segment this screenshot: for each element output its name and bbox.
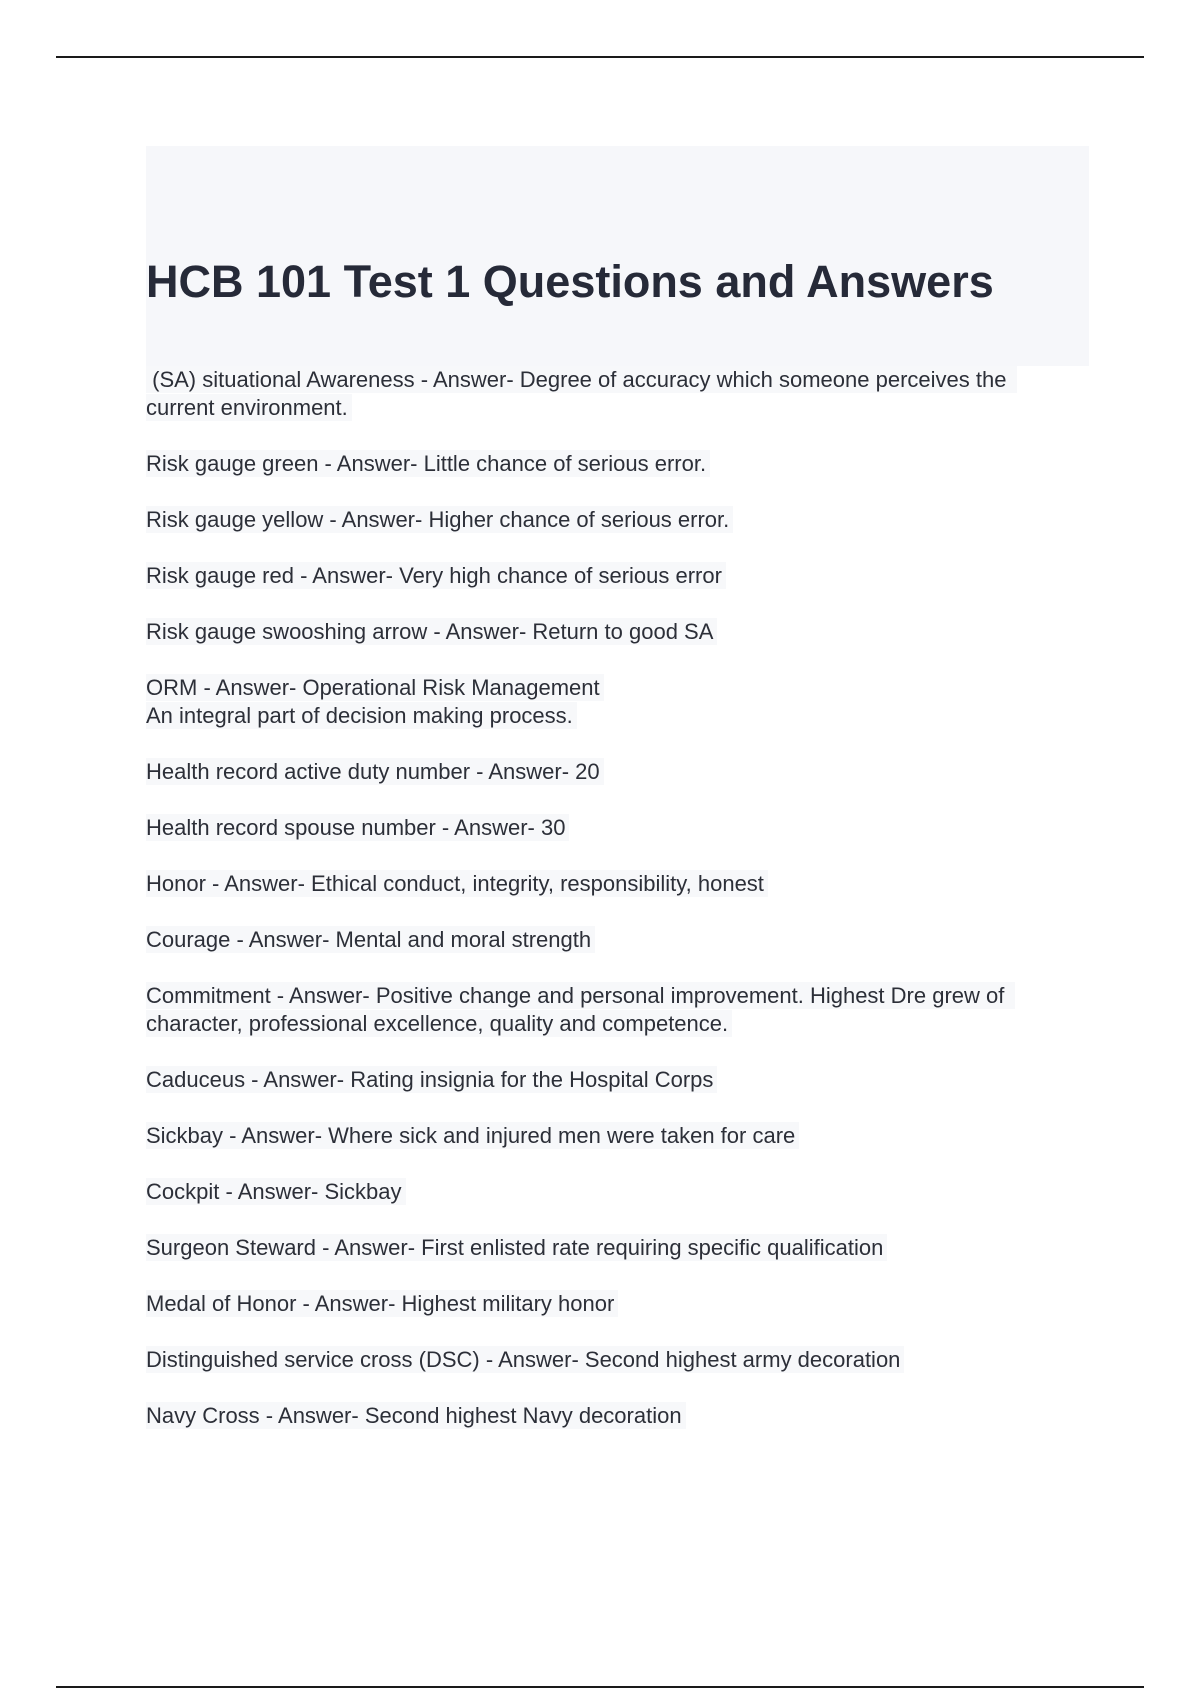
- qa-item-navy-cross: [146, 1402, 1076, 1430]
- qa-item-surgeon-steward: [146, 1234, 1076, 1262]
- qa-item-risk-gauge-red: [146, 562, 1076, 590]
- footer-rule: [56, 1686, 1144, 1688]
- qa-text: Health record active duty number - Answer- 20: [146, 758, 604, 785]
- qa-text: Surgeon Steward - Answer- First enlisted rate requiring specific qualification: [146, 1234, 887, 1261]
- qa-item-health-record-active-duty: [146, 758, 1076, 786]
- qa-text: Risk gauge swooshing arrow - Answer- Return to good SA: [146, 618, 717, 645]
- qa-text: Sickbay - Answer- Where sick and injured men were taken for care: [146, 1122, 799, 1149]
- qa-item-honor: [146, 870, 1076, 898]
- qa-text: ORM - Answer- Operational Risk Management: [146, 674, 604, 701]
- title-block: [146, 146, 1089, 366]
- qa-text: Health record spouse number - Answer- 30: [146, 814, 569, 841]
- qa-text: Distinguished service cross (DSC) - Answer- Second highest army decoration: [146, 1346, 904, 1373]
- qa-item-health-record-spouse: [146, 814, 1076, 842]
- qa-text: Commitment - Answer- Positive change and personal improvement. Highest Dre grew of character, professional excellence, quality and competence.: [146, 982, 1015, 1037]
- qa-text: (SA) situational Awareness - Answer- Degree of accuracy which someone perceives the current environment.: [146, 366, 1017, 421]
- qa-line-1: [146, 674, 1076, 702]
- qa-text: Risk gauge yellow - Answer- Higher chance of serious error.: [146, 506, 733, 533]
- qa-text: Risk gauge red - Answer- Very high chance of serious error: [146, 562, 726, 589]
- qa-item-cockpit: [146, 1178, 1076, 1206]
- qa-text: Navy Cross - Answer- Second highest Navy decoration: [146, 1402, 686, 1429]
- qa-item-risk-gauge-arrow: [146, 618, 1076, 646]
- qa-text: Medal of Honor - Answer- Highest military honor: [146, 1290, 618, 1317]
- qa-item-dsc: [146, 1346, 1076, 1374]
- qa-item-courage: [146, 926, 1076, 954]
- qa-text-continued: An integral part of decision making process.: [146, 702, 577, 729]
- qa-line-2: [146, 702, 1076, 730]
- qa-text: Caduceus - Answer- Rating insignia for the Hospital Corps: [146, 1066, 717, 1093]
- qa-text: Courage - Answer- Mental and moral strength: [146, 926, 595, 953]
- qa-item-commitment: [146, 982, 1076, 1038]
- qa-item-sickbay: [146, 1122, 1076, 1150]
- qa-item-medal-of-honor: [146, 1290, 1076, 1318]
- qa-text: Cockpit - Answer- Sickbay: [146, 1178, 406, 1205]
- qa-item-situational-awareness: [146, 366, 1076, 422]
- qa-text: Risk gauge green - Answer- Little chance of serious error.: [146, 450, 710, 477]
- qa-item-risk-gauge-yellow: [146, 506, 1076, 534]
- qa-item-orm: [146, 674, 1076, 730]
- qa-text: Honor - Answer- Ethical conduct, integrity, responsibility, honest: [146, 870, 768, 897]
- header-rule: [56, 56, 1144, 58]
- page-title: HCB 101 Test 1 Questions and Answers: [146, 256, 994, 307]
- qa-item-risk-gauge-green: [146, 450, 1076, 478]
- qa-item-caduceus: [146, 1066, 1076, 1094]
- qa-list: [146, 366, 1076, 1458]
